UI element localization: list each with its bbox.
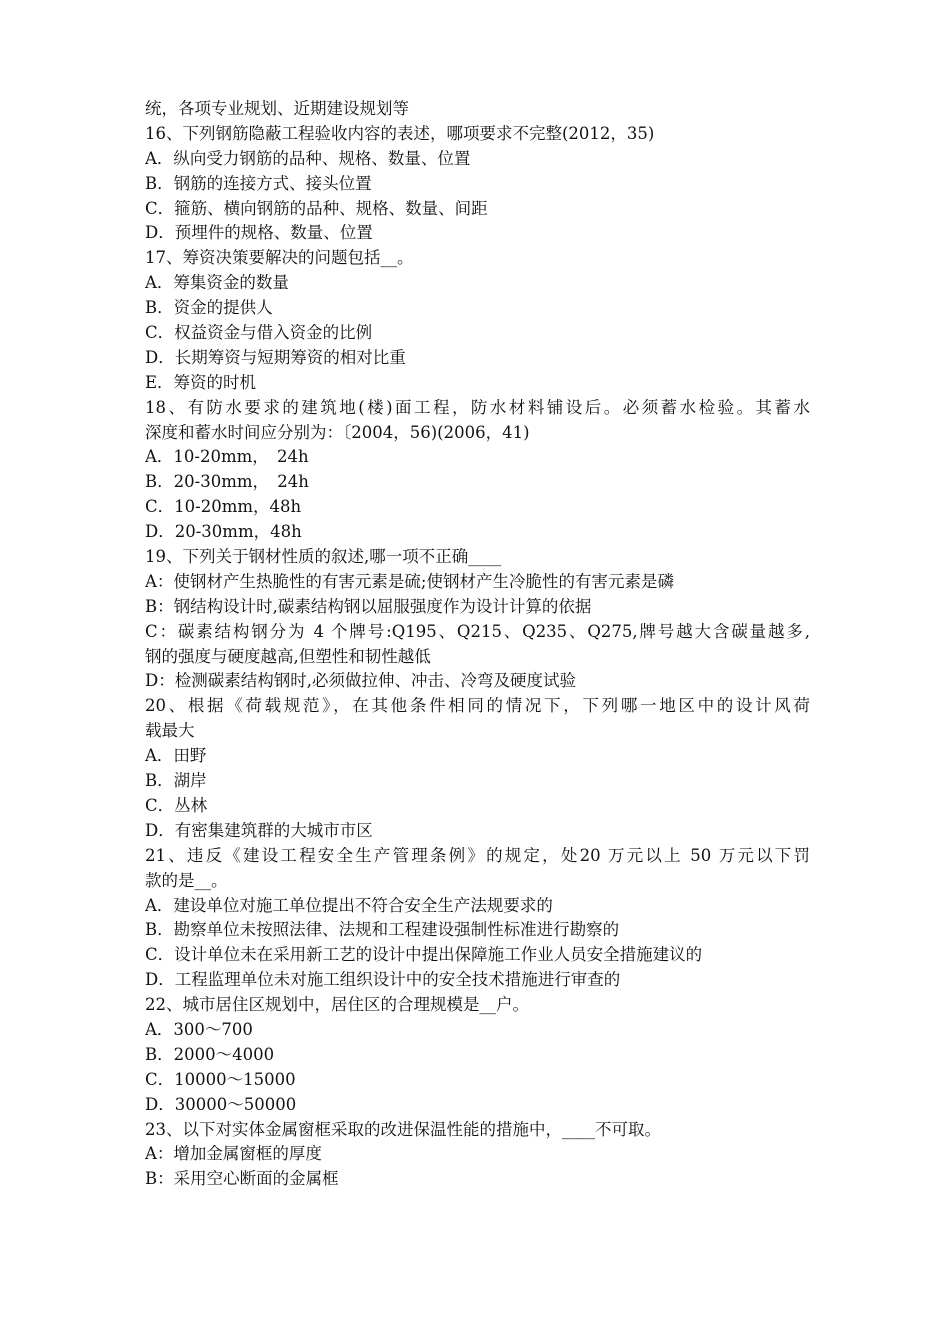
option-line: E．筹资的时机 [145,372,257,392]
option-line: C．设计单位未在采用新工艺的设计中提出保障施工作业人员安全措施建议的 [145,945,703,965]
question-22: 22、城市居住区规划中，居住区的合理规模是__户。 [145,995,529,1015]
option-line: D：检测碳素结构钢时,必须做拉伸、冲击、冷弯及硬度试验 [145,671,576,691]
option-line: A．10-20mm， 24h [145,447,309,467]
option-line: B．勘察单位未按照法律、法规和工程建设强制性标准进行勘察的 [145,920,620,940]
option-line: B．2000～4000 [145,1044,275,1064]
option-line: B．钢筋的连接方式、接头位置 [145,173,372,193]
option-line: B：钢结构设计时,碳素结构钢以屈服强度作为设计计算的依据 [145,596,592,616]
option-line: A：使钢材产生热脆性的有害元素是硫;使钢材产生冷脆性的有害元素是磷 [145,571,674,591]
option-line: A．300～700 [145,1019,253,1039]
option-line: B：采用空心断面的金属框 [145,1169,339,1189]
option-line: C．权益资金与借入资金的比例 [145,323,373,343]
option-line: D．工程监理单位未对施工组织设计中的安全技术措施进行审查的 [145,970,621,990]
option-line: D．长期筹资与短期筹资的相对比重 [145,347,406,367]
option-line: B．20-30mm， 24h [145,472,309,492]
option-line: D．预埋件的规格、数量、位置 [145,223,373,243]
question-18-continued: 深度和蓄水时间应分别为：〔2004，56)(2006，41) [145,422,530,442]
question-21: 21、违反《建设工程安全生产管理条例》的规定，处20 万元以上 50 万元以下罚 [145,845,810,865]
option-line: A．田野 [145,746,207,766]
option-line: A．建设单位对施工单位提出不符合安全生产法规要求的 [145,895,553,915]
option-line: D．30000～50000 [145,1094,297,1114]
question-21-continued: 款的是__。 [145,870,228,890]
option-line: C．箍筋、横向钢筋的品种、规格、数量、间距 [145,198,488,218]
option-line: A：增加金属窗框的厚度 [145,1144,322,1164]
question-17: 17、筹资决策要解决的问题包括__。 [145,248,414,268]
question-23: 23、以下对实体金属窗框采取的改进保温性能的措施中，____不可取。 [145,1119,661,1139]
question-20: 20、根据《荷载规范》，在其他条件相同的情况下，下列哪一地区中的设计风荷 [145,696,810,716]
option-line: C．10000～15000 [145,1069,296,1089]
text-line: 统，各项专业规划、近期建设规划等 [145,99,409,118]
document-body [145,97,810,1192]
option-line: A．纵向受力钢筋的品种、规格、数量、位置 [145,148,471,168]
option-line: D．有密集建筑群的大城市市区 [145,820,373,840]
option-line: B．资金的提供人 [145,298,273,318]
option-line: C．丛林 [145,795,208,815]
option-line: C：碳素结构钢分为 4 个牌号:Q195、Q215、Q235、Q275,牌号越大含碳量越多, [145,621,810,641]
option-line: B．湖岸 [145,771,207,791]
question-19: 19、下列关于钢材性质的叙述,哪一项不正确____ [145,547,502,567]
option-line: A．筹集资金的数量 [145,273,289,293]
option-line-continued: 钢的强度与硬度越高,但塑性和韧性越低 [145,646,431,666]
question-16: 16、下列钢筋隐蔽工程验收内容的表述，哪项要求不完整(2012，35) [145,123,655,143]
option-line: D．20-30mm，48h [145,522,302,542]
question-18: 18、有防水要求的建筑地(楼)面工程，防水材料铺设后。必须蓄水检验。其蓄水 [145,397,810,417]
option-line: C．10-20mm，48h [145,497,302,517]
question-20-continued: 载最大 [145,721,195,741]
